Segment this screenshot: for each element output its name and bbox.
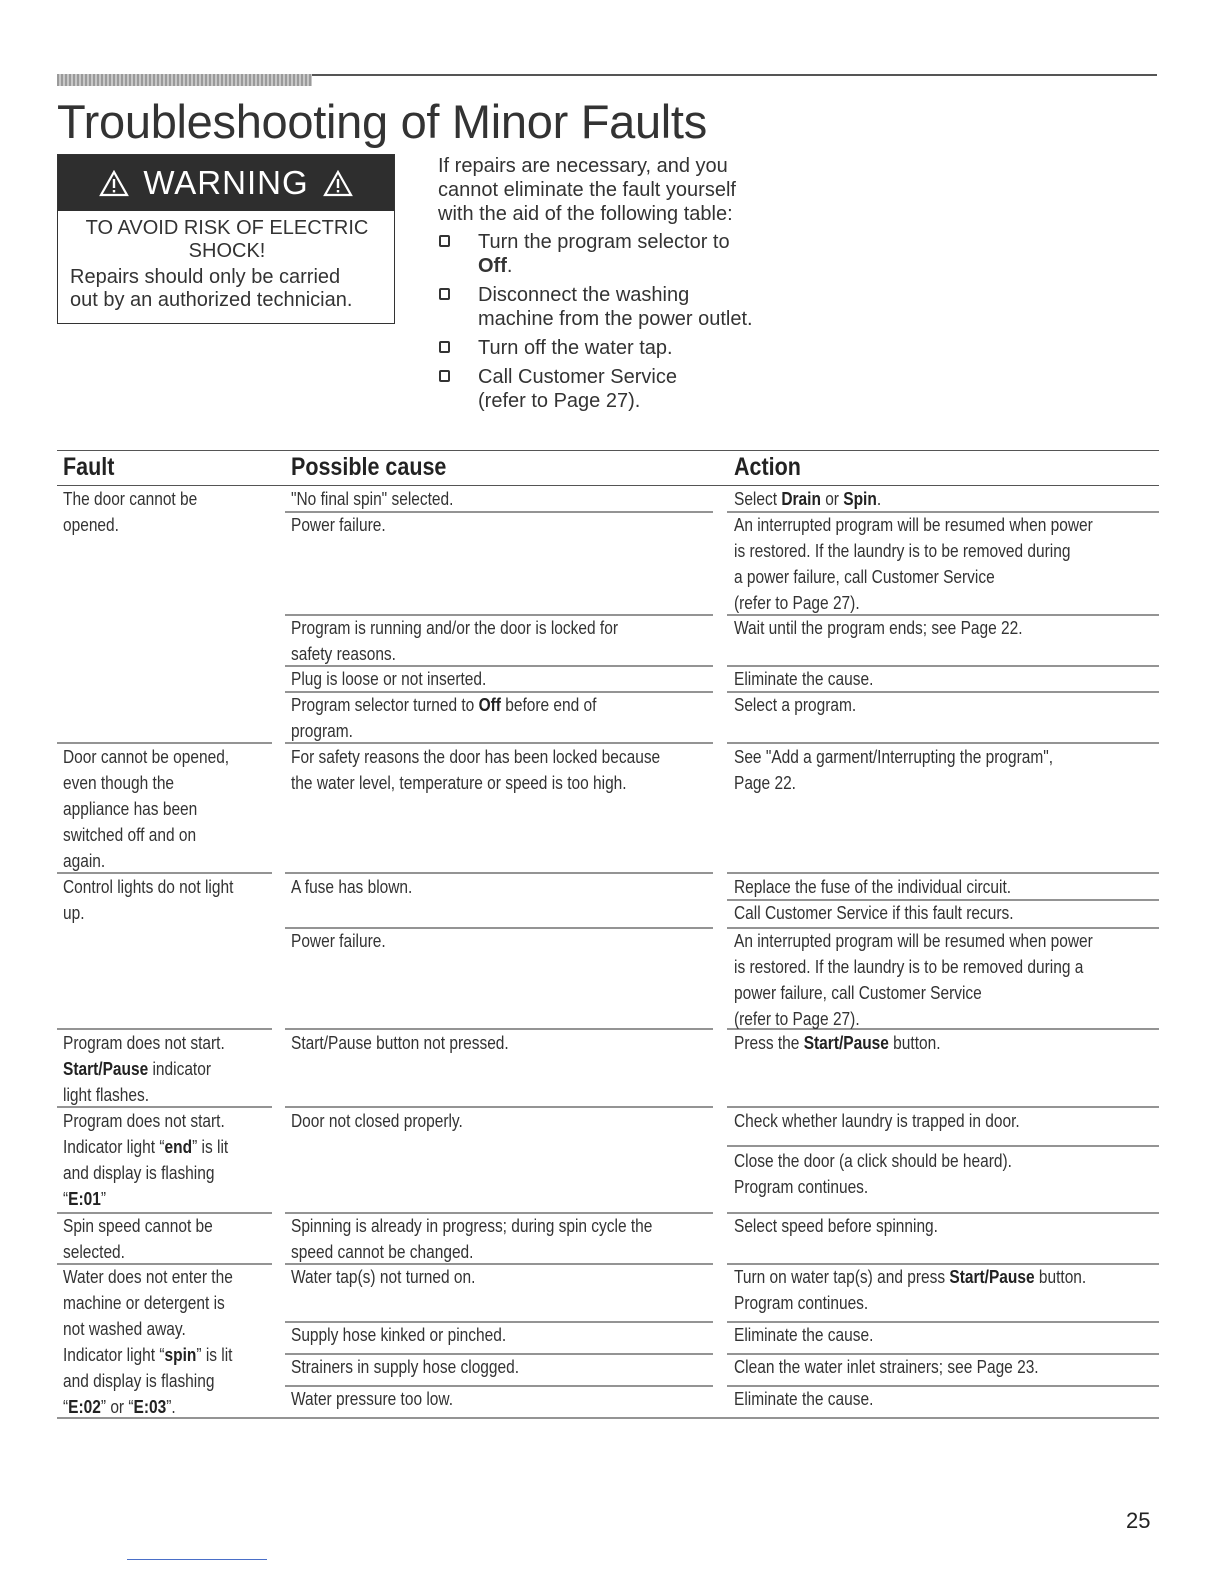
warning-header — [58, 155, 394, 211]
cause-cell: Spinning is already in progress; during spin cycle the speed cannot be changed. — [291, 1216, 653, 1262]
warning-text: out by an authorized technician. — [70, 289, 353, 311]
cause-cell: Start/Pause button not pressed. — [291, 1033, 509, 1053]
action-cell: Wait until the program ends; see Page 22. — [734, 618, 1023, 638]
action-cell: Close the door (a click should be heard). Program continues. — [734, 1151, 1012, 1197]
cause-cell: Water tap(s) not turned on. — [291, 1267, 476, 1287]
table-header — [57, 450, 1159, 486]
page-number: 25 — [1126, 1508, 1151, 1533]
cause-cell: "No final spin" selected. — [291, 489, 454, 509]
header-accent-bar — [57, 74, 312, 86]
fault-cell: Control lights do not light up. — [63, 877, 234, 923]
action-cell: Eliminate the cause. — [734, 1389, 874, 1409]
step-item: Turn the program selector to Off. — [438, 230, 798, 278]
action-cell: Check whether laundry is trapped in door. — [734, 1111, 1020, 1131]
cause-cell: Plug is loose or not inserted. — [291, 669, 487, 689]
page-title: Troubleshooting of Minor Faults — [57, 95, 707, 148]
action-cell: Eliminate the cause. — [734, 1325, 874, 1345]
warning-text: Repairs should only be carried — [70, 266, 341, 288]
action-cell: Press the Start/Pause button. — [734, 1033, 941, 1053]
warning-line: TO AVOID RISK OF ELECTRIC — [85, 217, 369, 239]
fault-cell: Door cannot be opened, even though the appliance has been switched off and on again. — [63, 747, 230, 871]
steps-list — [438, 230, 798, 413]
cause-cell: Supply hose kinked or pinched. — [291, 1325, 507, 1345]
checkbox-icon — [439, 288, 450, 300]
header-action: Action — [734, 453, 801, 481]
action-cell: Clean the water inlet strainers; see Page 23. — [734, 1357, 1039, 1377]
action-cell: Eliminate the cause. — [734, 669, 874, 689]
header-fault: Fault — [63, 453, 115, 481]
intro-line: with the aid of the following table: — [438, 203, 733, 225]
action-cell: Select speed before spinning. — [734, 1216, 938, 1236]
cause-cell: Water pressure too low. — [291, 1389, 454, 1409]
cause-cell: Strainers in supply hose clogged. — [291, 1357, 520, 1377]
warning-label: WARNING — [143, 164, 309, 201]
step-item: Disconnect the washing machine from the power outlet. — [438, 283, 798, 331]
header-cause: Possible cause — [291, 453, 447, 481]
cause-cell: Power failure. — [291, 515, 386, 535]
intro-line: cannot eliminate the fault yourself — [438, 179, 736, 201]
fault-cell: Spin speed cannot be selected. — [63, 1216, 213, 1262]
cause-cell: Power failure. — [291, 931, 386, 951]
warning-box — [57, 154, 395, 324]
intro-line: If repairs are necessary, and you — [438, 155, 728, 177]
fault-cell: Program does not start. Indicator light “end” is lit and display is flashing “E:01” — [63, 1111, 229, 1209]
action-cell: Select Drain or Spin. — [734, 489, 882, 509]
warning-line: SHOCK! — [188, 240, 266, 262]
checkbox-icon — [439, 370, 450, 382]
warning-triangle-icon — [323, 170, 353, 197]
step-item: Turn off the water tap. — [438, 336, 798, 360]
cause-cell: Program is running and/or the door is locked for safety reasons. — [291, 618, 618, 664]
cause-cell: Program selector turned to Off before end of program. — [291, 695, 597, 741]
action-cell: Call Customer Service if this fault recurs. — [734, 903, 1014, 923]
action-cell: An interrupted program will be resumed when power is restored. If the laundry is to be removed during a power failure, call Customer Service (refer to Page 27). — [734, 931, 1093, 1029]
cause-cell: Door not closed properly. — [291, 1111, 463, 1131]
fault-cell: The door cannot be opened. — [63, 489, 198, 535]
action-cell: An interrupted program will be resumed when power is restored. If the laundry is to be removed during a power failure, call Customer Service (refer to Page 27). — [734, 515, 1093, 613]
troubleshooting-table — [57, 450, 1159, 486]
intro-text — [438, 154, 798, 418]
footer-rule — [127, 1559, 267, 1560]
fault-cell: Program does not start. Start/Pause indicator light flashes. — [63, 1033, 225, 1105]
cause-cell: For safety reasons the door has been locked because the water level, temperature or speed is too high. — [291, 747, 661, 793]
action-cell: Select a program. — [734, 695, 857, 715]
cause-cell: A fuse has blown. — [291, 877, 413, 897]
checkbox-icon — [439, 341, 450, 353]
action-cell: Turn on water tap(s) and press Start/Pause button. Program continues. — [734, 1267, 1087, 1313]
action-cell: See "Add a garment/Interrupting the program", Page 22. — [734, 747, 1054, 793]
warning-triangle-icon — [99, 170, 129, 197]
warning-body — [58, 211, 394, 312]
fault-cell: Water does not enter the machine or detergent is not washed away. Indicator light “spin” is lit and display is flashing “E:02” or “E:03”. — [63, 1267, 233, 1417]
step-item: Call Customer Service (refer to Page 27). — [438, 365, 798, 413]
checkbox-icon — [439, 235, 450, 247]
action-cell: Replace the fuse of the individual circuit. — [734, 877, 1012, 897]
